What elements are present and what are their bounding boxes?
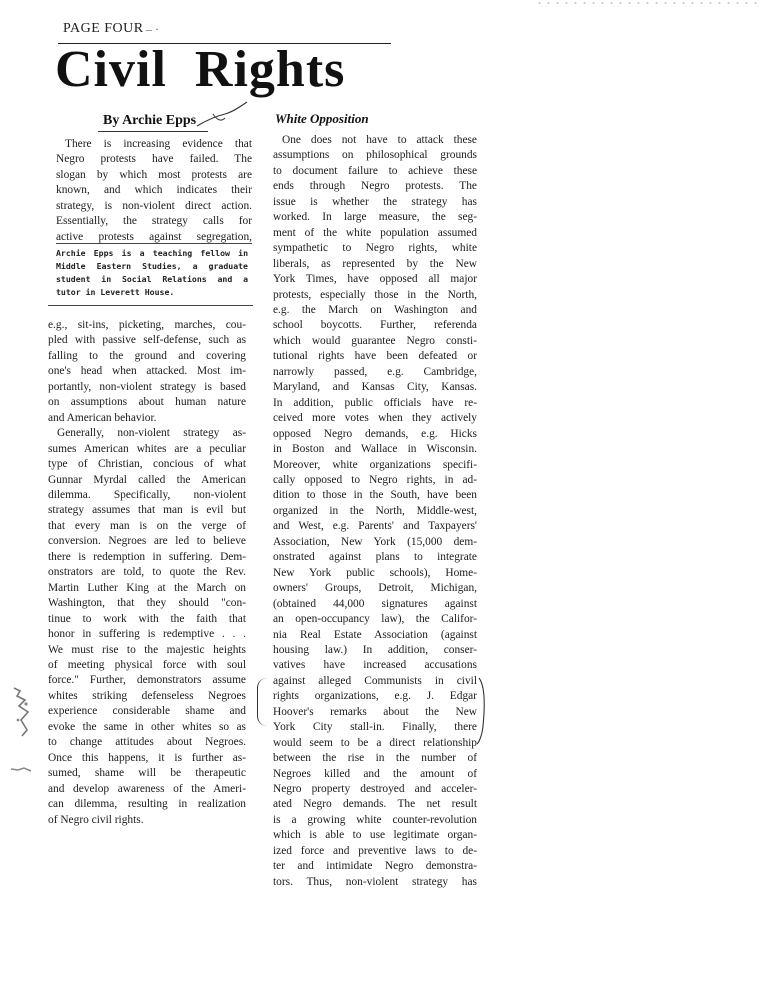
- text-line: strategy, is non-violent direct action.: [56, 199, 252, 212]
- text-line: strategy assumes that man is evil but: [48, 504, 246, 517]
- byline-underline: [98, 131, 208, 132]
- text-line: narrowly passed, e.g. Cambridge,: [273, 365, 477, 378]
- text-line: against alleged Communists in civil: [273, 674, 477, 687]
- page-label: PAGE FOUR: [63, 21, 144, 36]
- text-line: pled with passive self-defense, such as: [48, 334, 246, 347]
- text-line: ized force and preventive laws to de-: [273, 844, 477, 857]
- text-line: there is redemption in suffering. Dem-: [48, 550, 246, 563]
- pen-scribble-mark: [195, 100, 250, 130]
- text-line: ter and intimidate Negro demonstra-: [273, 860, 477, 873]
- byline: By Archie Epps: [103, 113, 197, 128]
- text-line: Negro property destroyed and acceler-: [273, 783, 477, 796]
- text-line: protests, especially those in the North,: [273, 288, 477, 301]
- text-line: One does not have to attack these: [282, 134, 477, 146]
- text-line: rights organizations, e.g. J. Edgar: [273, 690, 477, 703]
- text-line: whites striking defenseless Negroes: [48, 689, 246, 702]
- column-1-body: [48, 318, 246, 828]
- text-line: on assumptions about human nature: [48, 396, 246, 409]
- text-line: to document failure to achieve these: [273, 164, 477, 177]
- text-line: onstrators are told, to quote the Rev.: [48, 566, 246, 579]
- text-line: sumed, shame will be therapeutic: [48, 767, 246, 780]
- text-line: In addition, public officials have re-: [273, 396, 477, 409]
- text-line: and West, e.g. Parents' and Taxpayers': [273, 520, 477, 533]
- text-line: (obtained 44,000 signatures against: [273, 597, 477, 610]
- margin-smudge: [10, 684, 34, 744]
- text-line: Middle Eastern Studies, a graduate: [56, 261, 248, 271]
- text-line: There is increasing evidence that: [65, 138, 252, 150]
- text-line: dition to those in the South, have been: [273, 489, 477, 502]
- text-line: Once this happens, it is further as-: [48, 751, 246, 764]
- text-line: type of Christian, concious of what: [48, 458, 246, 471]
- text-line: New York public schools), Home-: [273, 566, 477, 579]
- text-line: student in Social Relations and a: [56, 274, 248, 284]
- text-line: Negroes killed and the amount of: [273, 767, 477, 780]
- margin-smudge-2: [10, 765, 32, 775]
- text-line: Martin Luther King at the March on: [48, 581, 246, 594]
- text-line: issue is whether the strategy has: [273, 195, 477, 208]
- text-line: e.g., sit-ins, picketing, marches, cou-: [48, 319, 246, 331]
- text-line: and develop awareness of the Ameri-: [48, 782, 246, 795]
- text-line: Washington, that they should "con-: [48, 597, 246, 610]
- text-line: to change attitudes about Negroes.: [48, 736, 246, 749]
- headline: Civil Rights: [55, 41, 346, 98]
- text-line: Essentially, the strategy calls for: [56, 215, 252, 228]
- text-line: slogan by which most protests are: [56, 168, 252, 181]
- text-line: Negro protests have failed. The: [56, 153, 252, 166]
- bio-rule-bottom: [48, 305, 253, 306]
- text-line: We must rise to the majestic heights: [48, 643, 246, 656]
- text-line: ment of the white population assumed: [273, 226, 477, 239]
- text-line: tinue to work with the faith that: [48, 612, 246, 625]
- text-line: honor in suffering is redemptive . . .: [48, 628, 246, 641]
- text-line: vatives have increased accusations: [273, 659, 477, 672]
- text-line: that every man is on the verge of: [48, 519, 246, 532]
- text-line: liberals, as represented by the New: [273, 257, 477, 270]
- text-line: worked. In large measure, the seg-: [273, 211, 477, 224]
- margin-bracket-right: [477, 676, 487, 746]
- text-line: Hoover's remarks about the New: [273, 705, 477, 718]
- text-line: falling to the ground and covering: [48, 349, 246, 362]
- text-line: opposed Negro demands, e.g. Hicks: [273, 427, 477, 440]
- text-line: in Boston and Wallace in Wisconsin.: [273, 443, 477, 456]
- text-line: an open-occupancy law), the Califor-: [273, 613, 477, 626]
- margin-bracket-left: [257, 678, 270, 726]
- text-line: ceived more votes when they actively: [273, 412, 477, 425]
- text-line: Generally, non-violent strategy as-: [57, 427, 246, 440]
- text-line: tors. Thus, non-violent strategy has: [273, 875, 477, 888]
- text-line: Association, New York (15,000 dem-: [273, 535, 477, 548]
- text-line: of meeting physical force with soul: [48, 658, 246, 671]
- text-line: assumptions on philosophical grounds: [273, 149, 477, 162]
- text-line: and American behavior.: [48, 411, 157, 424]
- text-line: sympathetic to Negro rights, white: [273, 242, 477, 255]
- text-line: York City stall-in. Finally, there: [273, 721, 477, 734]
- text-line: experience considerable shame and: [48, 705, 246, 718]
- text-line: of Negro civil rights.: [48, 813, 144, 826]
- text-line: dilemma. Specifically, non-violent: [48, 488, 246, 501]
- section-heading: White Opposition: [275, 111, 369, 126]
- text-line: would seem to be a direct relationship: [273, 736, 477, 749]
- text-line: housing law.) In addition, conser-: [273, 643, 477, 656]
- text-line: cally opposed to Negro rights, in ad-: [273, 473, 477, 486]
- text-line: between the rise in the number of: [273, 752, 477, 765]
- bio-rule-top: [56, 243, 252, 244]
- text-line: owners' Groups, Detroit, Michigan,: [273, 582, 477, 595]
- text-line: active protests against segregation,: [56, 230, 252, 243]
- column-2-body: [273, 133, 477, 890]
- text-line: Maryland, and Kansas City, Kansas.: [273, 381, 477, 394]
- text-line: organized in the North, Middle-west,: [273, 504, 477, 517]
- text-line: York Times, have opposed all major: [273, 273, 477, 286]
- text-line: Gunnar Myrdal called the American: [48, 473, 246, 486]
- text-line: school boycotts. Further, referenda: [273, 319, 477, 332]
- text-line: conversion. Negroes are led to believe: [48, 535, 246, 548]
- text-line: Moreover, white organizations specifi-: [273, 458, 477, 471]
- column-1-intro: [56, 137, 252, 245]
- text-line: Archie Epps is a teaching fellow in: [56, 248, 248, 258]
- text-line: one's head when attacked. Most im-: [48, 365, 246, 378]
- text-line: ends through Negro protests. The: [273, 180, 477, 193]
- text-line: which is able to use legitimate organ-: [273, 829, 477, 842]
- text-line: known, and which indicates their: [56, 184, 252, 197]
- author-bio: [56, 247, 248, 299]
- text-line: force." Further, demonstrators assume: [48, 674, 246, 687]
- text-line: can dilemma, resulting in realization: [48, 798, 246, 811]
- text-line: onstrated against plans to integrate: [273, 551, 477, 564]
- text-line: portantly, non-violent strategy is based: [48, 380, 246, 393]
- text-line: sumes American whites are a peculiar: [48, 442, 246, 455]
- text-line: tutor in Leverett House.: [56, 287, 175, 297]
- text-line: tutional rights have been defeated or: [273, 350, 477, 363]
- top-dotted-edge: [535, 2, 760, 4]
- text-line: ated Negro demands. The net result: [273, 798, 477, 811]
- page-label-mark: – ·: [146, 22, 159, 36]
- text-line: nia Real Estate Association (against: [273, 628, 477, 641]
- text-line: is a growing white counter-revolution: [273, 813, 477, 826]
- text-line: e.g. the March on Washington and: [273, 303, 477, 316]
- text-line: evoke the same in other whites so as: [48, 720, 246, 733]
- text-line: which would guarantee Negro consti-: [273, 334, 477, 347]
